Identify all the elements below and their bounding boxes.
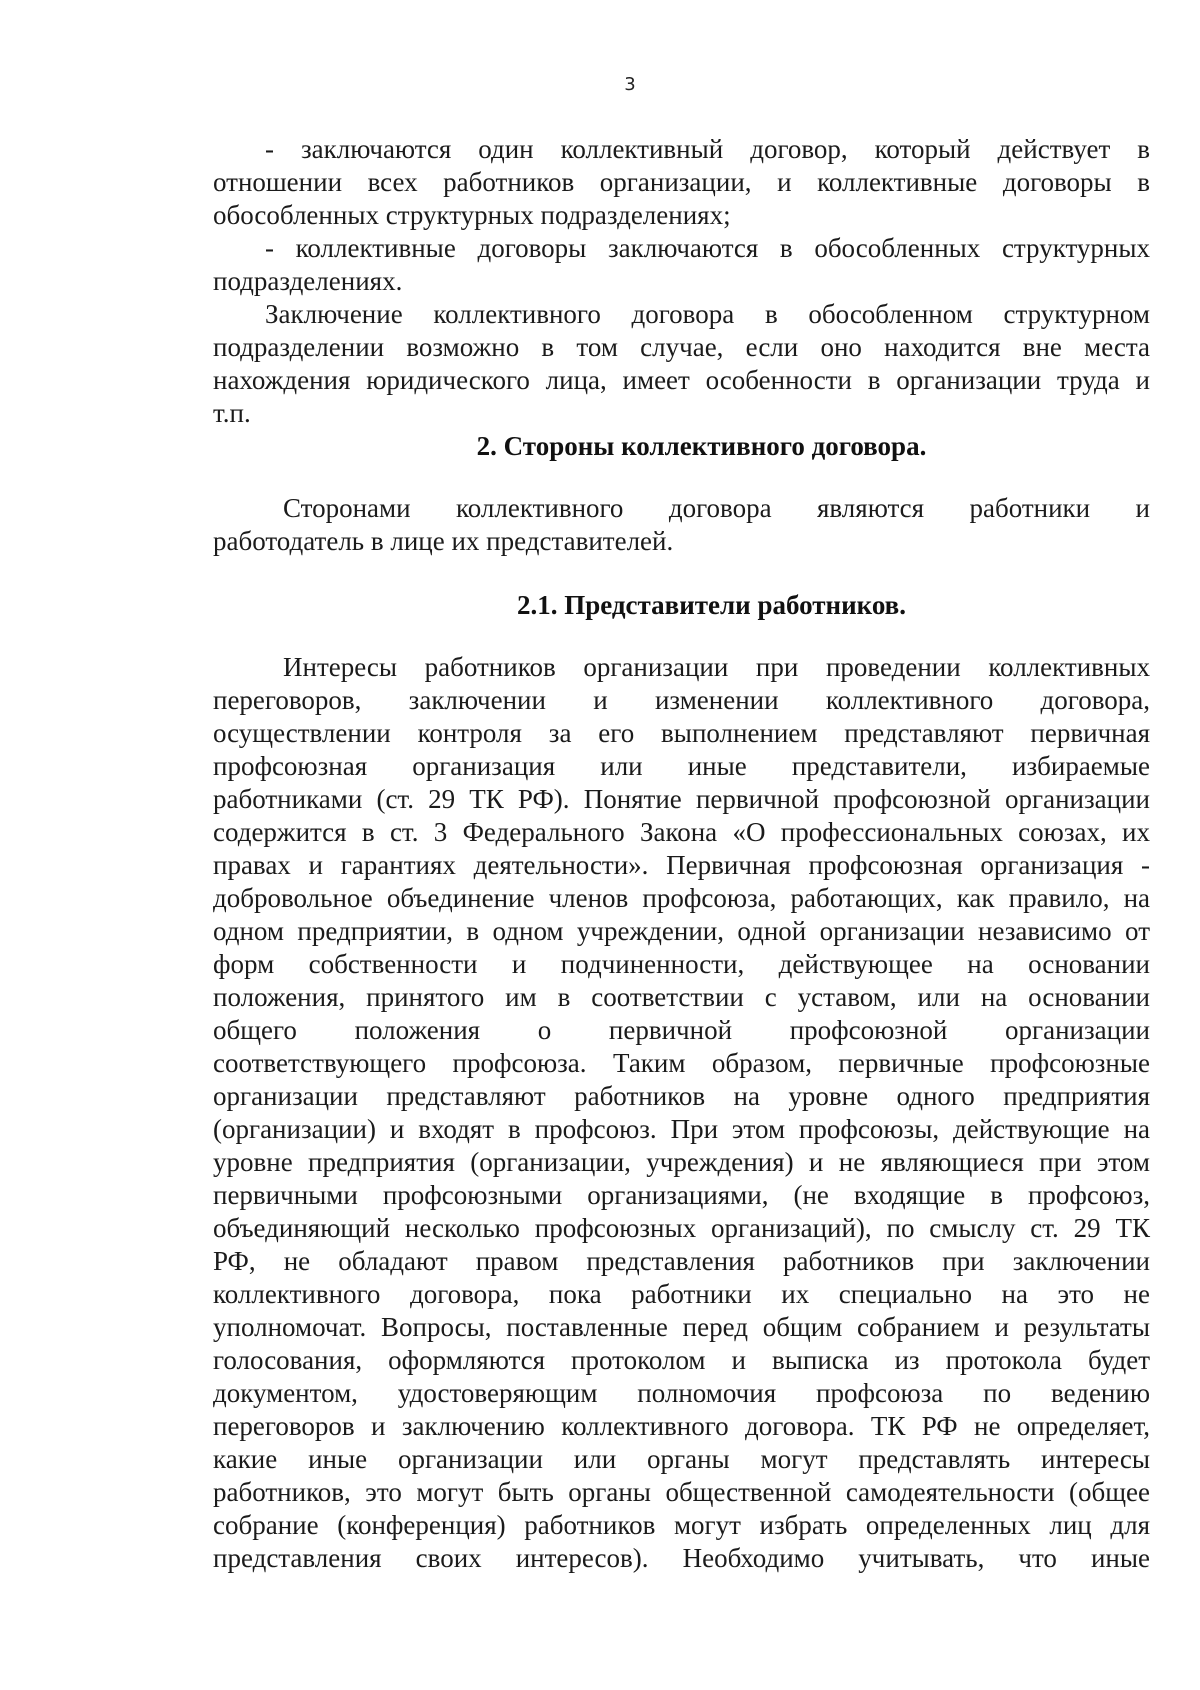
text-line: форм собственности и подчиненности, действующее на основании	[213, 949, 1150, 979]
text-line: Интересы работников организации при проведении коллективных	[283, 652, 1150, 682]
section-2-1-text-block	[213, 651, 1150, 1575]
subsection-heading: 2.1. Представители работников.	[516, 590, 906, 620]
text-line: содержится в ст. 3 Федерального Закона «О профессиональных союзах, их	[213, 817, 1150, 847]
intro-text-block	[213, 133, 1150, 430]
section-heading: 2. Стороны коллективного договора.	[476, 431, 927, 461]
text-line: организации представляют работников на уровне одного предприятия	[213, 1081, 1150, 1111]
text-line: переговоров, заключении и изменении коллективного договора,	[213, 685, 1150, 715]
page-number: 3	[624, 74, 636, 95]
text-line: подразделениях.	[213, 266, 403, 296]
text-line: положения, принятого им в соответствии с уставом, или на основании	[213, 982, 1150, 1012]
text-line: одном предприятии, в одном учреждении, одной организации независимо от	[213, 916, 1150, 946]
text-line: какие иные организации или органы могут представлять интересы	[213, 1444, 1150, 1474]
text-line: представления своих интересов). Необходимо учитывать, что иные	[213, 1543, 1150, 1573]
text-line: голосования, оформляются протоколом и выписка из протокола будет	[213, 1345, 1150, 1375]
text-line: отношении всех работников организации, и коллективные договоры в	[213, 167, 1150, 197]
text-line: осуществлении контроля за его выполнением представляют первичная	[213, 718, 1150, 748]
text-line: нахождения юридического лица, имеет особенности в организации труда и	[213, 365, 1150, 395]
text-line: (организации) и входят в профсоюз. При этом профсоюзы, действующие на	[213, 1114, 1150, 1144]
text-line: добровольное объединение членов профсоюза, работающих, как правило, на	[213, 883, 1150, 913]
text-line: - коллективные договоры заключаются в обособленных структурных	[265, 233, 1150, 263]
text-line: т.п.	[213, 398, 251, 428]
text-line: уполномочат. Вопросы, поставленные перед общим собранием и результаты	[213, 1312, 1150, 1342]
text-line: объединяющий несколько профсоюзных организаций), по смыслу ст. 29 ТК	[213, 1213, 1150, 1243]
text-line: работников, это могут быть органы общественной самодеятельности (общее	[213, 1477, 1150, 1507]
text-line: обособленных структурных подразделениях;	[213, 200, 731, 230]
text-line: работодатель в лице их представителей.	[213, 526, 674, 556]
text-line: собрание (конференция) работников могут избрать определенных лиц для	[213, 1510, 1150, 1540]
text-line: РФ, не обладают правом представления работников при заключении	[213, 1246, 1150, 1276]
text-line: уровне предприятия (организации, учреждения) и не являющиеся при этом	[213, 1147, 1150, 1177]
text-line: Сторонами коллективного договора являются работники и	[283, 493, 1150, 523]
text-line: - заключаются один коллективный договор, который действует в	[265, 134, 1150, 164]
text-line: коллективного договора, пока работники их специально на это не	[213, 1279, 1150, 1309]
text-line: работниками (ст. 29 ТК РФ). Понятие первичной профсоюзной организации	[213, 784, 1150, 814]
text-line: первичными профсоюзными организациями, (не входящие в профсоюз,	[213, 1180, 1150, 1210]
text-line: подразделении возможно в том случае, если оно находится вне места	[213, 332, 1150, 362]
text-line: переговоров и заключению коллективного договора. ТК РФ не определяет,	[213, 1411, 1150, 1441]
text-line: общего положения о первичной профсоюзной организации	[213, 1015, 1150, 1045]
text-line: профсоюзная организация или иные представители, избираемые	[213, 751, 1150, 781]
text-line: соответствующего профсоюза. Таким образом, первичные профсоюзные	[213, 1048, 1150, 1078]
text-line: Заключение коллективного договора в обособленном структурном	[265, 299, 1150, 329]
section-2-text-block	[213, 492, 1150, 558]
text-line: документом, удостоверяющим полномочия профсоюза по ведению	[213, 1378, 1150, 1408]
text-line: правах и гарантиях деятельности». Первичная профсоюзная организация -	[213, 850, 1150, 880]
